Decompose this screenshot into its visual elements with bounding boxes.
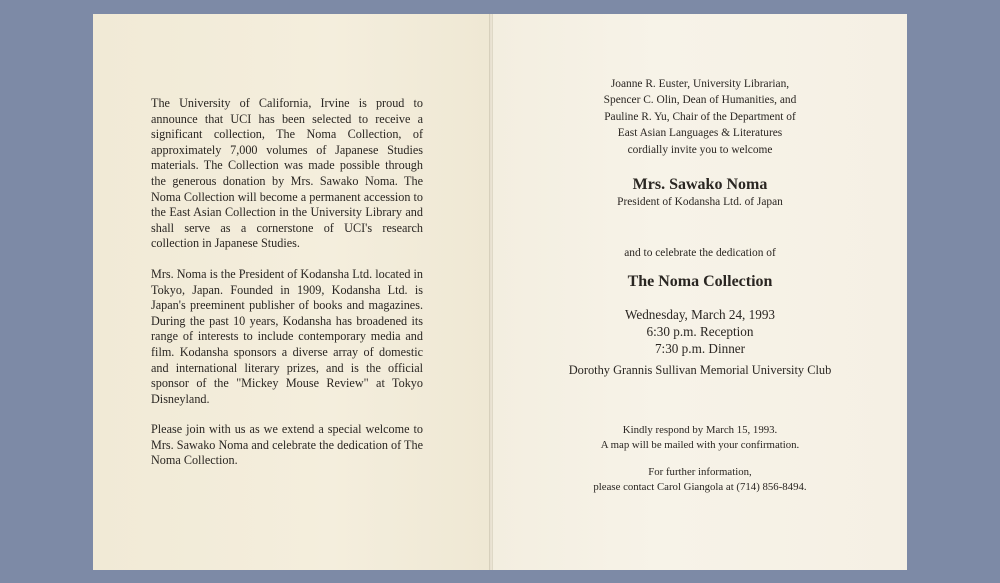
collection-name: The Noma Collection: [627, 273, 773, 290]
event-date: Wednesday, March 24, 1993: [624, 307, 776, 322]
rsvp-block: [493, 423, 907, 453]
host-line-3: Pauline R. Yu, Chair of the Department of: [604, 110, 796, 123]
collection-block: [493, 272, 907, 291]
announcement-text: [151, 96, 423, 484]
schedule-block: [493, 306, 907, 357]
guest-block: [493, 175, 907, 210]
announcement-paragraph-1: The University of California, Irvine is proud to announce that UCI has been selected to receive a significant collection, The Noma Collection, of approximately 7,000 volumes of Japanese Studies materials. The Collection was made possible through the generous donation by Mrs. Sawako Noma. The Noma Collection will become a permanent accession to the East Asian Collection in the University Library and shall serve as a cornerstone of UCI's research collection in Japanese Studies.: [151, 96, 423, 251]
invitation-card: [93, 14, 907, 570]
rsvp-line-2: A map will be mailed with your confirmation.: [600, 439, 800, 451]
venue: Dorothy Grannis Sullivan Memorial University Club: [568, 363, 832, 377]
left-panel: [93, 14, 489, 570]
reception-time: 6:30 p.m. Reception: [646, 324, 754, 339]
dinner-time: 7:30 p.m. Dinner: [654, 341, 746, 356]
info-line-1: For further information,: [648, 466, 752, 478]
info-line-2: please contact Carol Giangola at (714) 856-8494.: [593, 481, 807, 493]
guest-title: President of Kodansha Ltd. of Japan: [617, 196, 783, 208]
hosts-block: [493, 76, 907, 158]
venue-block: [493, 362, 907, 379]
rsvp-line-1: Kindly respond by March 15, 1993.: [622, 424, 778, 436]
right-panel: [493, 14, 907, 570]
host-line-4: East Asian Languages & Literatures: [617, 127, 783, 140]
host-line-1: Joanne R. Euster, University Librarian,: [610, 78, 790, 90]
guest-name: Mrs. Sawako Noma: [632, 176, 768, 193]
celebrate-block: [493, 245, 907, 261]
host-line-5: cordially invite you to welcome: [627, 143, 773, 156]
announcement-paragraph-3: Please join with us as we extend a special welcome to Mrs. Sawako Noma and celebrate the dedication of The Noma Collection.: [151, 422, 423, 468]
info-block: [493, 465, 907, 495]
announcement-paragraph-2: Mrs. Noma is the President of Kodansha Ltd. located in Tokyo, Japan. Founded in 1909, Kodansha Ltd. is Japan's preeminent publisher of books and magazines. During the past 10 years, Kodansha has broadened its range of interests to include contemporary media and film. Kodansha sponsors a diverse array of domestic and international literary prizes, and is the official sponsor of the "Mickey Mouse Review" at Tokyo Disneyland.: [151, 266, 423, 406]
host-line-2: Spencer C. Olin, Dean of Humanities, and: [603, 94, 797, 107]
celebrate-line: and to celebrate the dedication of: [624, 247, 776, 259]
